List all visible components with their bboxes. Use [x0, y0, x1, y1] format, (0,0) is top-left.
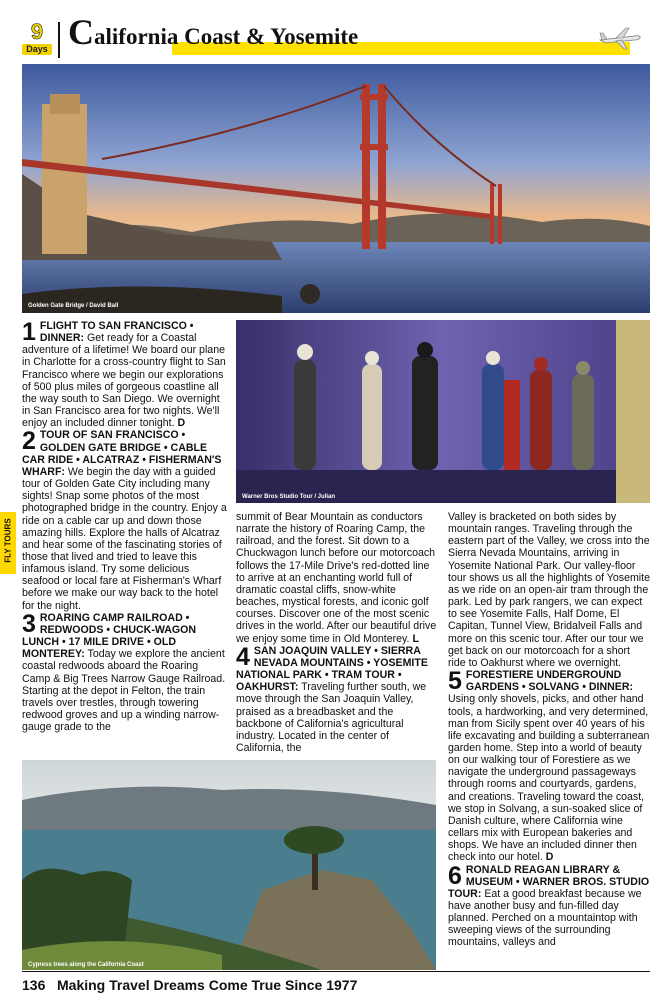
text-column-2	[236, 511, 438, 754]
golden-gate-photo	[22, 64, 650, 313]
day-heading: FLIGHT TO SAN FRANCISCO • DINNER:	[39, 320, 194, 345]
day-number: 5	[448, 667, 462, 696]
page-number: 136	[22, 977, 46, 993]
side-tab	[0, 512, 16, 574]
day-1	[22, 320, 228, 429]
day-body: We begin the day with a guided tour of Golden Gate City including many sights! Snap some photos of the most photographed bridge in the country. Enjoy a ride on a cable car up and down those amazing hills. Explore the halls of Alcatraz and hear some of the fascinating stories of those that lived and tried to leave this infamous island. Try some delicious seafood or local fare at Fisherman's Wharf before we make our way back to the hotel for the night.	[22, 465, 227, 612]
day-number: 4	[236, 642, 250, 671]
title-initial: C	[68, 12, 94, 52]
day-heading: SAN JOAQUIN VALLEY • SIERRA NEVADA MOUNTAINS • YOSEMITE NATIONAL PARK • TRAM TOUR • OAKHURST:	[236, 644, 428, 694]
airplane-icon	[598, 24, 642, 52]
day-body: Using only shovels, picks, and other hand tools, a hardworking, and very determined, man from Sicily spent over 40 years of his life excavating and building a subterranean garden home. Step into a world of beauty on our walking tour of Forestiere as we navigate the underground passageways through rooms and courtyards, gardens, and creations. Traveling toward the coast, we stop in Solvang, a sun-soaked slice of Danish culture, where California wine cellars mix with European bakeries and shops. We have an included dinner then check into our hotel.	[448, 693, 650, 864]
day-body: Traveling further south, we move through the San Joaquin Valley, praised as a breadbasket and the backbone of California's agricultural industry. Located in the center of California, the	[236, 681, 427, 754]
day-body: Valley is bracketed on both sides by mountain ranges. Traveling through the eastern part of the Valley, we cross into the Sierra Nevada Mountains, arriving in Yosemite National Park. Our valley-floor tour shows us all the highlights of Yosemite as we ride on an open-air tram through the park. Led by park rangers, we can expect to see Yosemite Falls, Half Dome, El Capitan, Tunnel View, Bridalveil Falls and more on this scenic tour. After our tour we get back on our motorcoach for a short ride to Oakhurst where we overnight.	[448, 511, 650, 669]
day-heading: RONALD REAGAN LIBRARY & MUSEUM • WARNER BROS. STUDIO TOUR:	[448, 863, 650, 900]
side-tab-label: FLY TOURS	[3, 518, 13, 563]
meal-code: D	[177, 417, 186, 430]
page-title	[68, 12, 359, 52]
day-number: 3	[22, 609, 36, 638]
title-rest: alifornia Coast & Yosemite	[94, 24, 359, 49]
header-divider	[58, 22, 60, 58]
day-number: 6	[448, 861, 462, 890]
bottom-photo-credit: Cypress trees along the California Coast	[28, 962, 144, 968]
text-column-3	[448, 511, 650, 949]
footer-tagline: Making Travel Dreams Come True Since 1977	[57, 977, 358, 993]
text-column-1	[22, 320, 228, 733]
day-4	[236, 642, 438, 754]
footer-rule	[22, 971, 650, 972]
day-body: Get ready for a Coastal adventure of a lifetime! We board our plane in Charlotte for a cross-country flight to San Francisco where we begin our explorations of 500 plus miles of gorgeous coastline all the way south to San Diego. We overnight in San Francisco area for two nights. We'll enjoy an included dinner tonight.	[22, 332, 226, 430]
day-number: 1	[22, 318, 36, 346]
middle-photo-credit: Warner Bros Studio Tour / Julian	[242, 494, 336, 500]
day-4-continued	[448, 511, 650, 669]
day-body: Eat a good breakfast because we have another busy and fun-filled day planned. Perched on a mountaintop with sweeping views of the surrounding mountains, valleys and	[448, 887, 642, 949]
day-body: summit of Bear Mountain as conductors narrate the history of Roaring Camp, the railroad, and the forest. Sit down to a Chuckwagon lunch before our motorcoach follows the 17-Mile Drive's red-dotted line to arrive at an enchanting world full of dramatic coastal cliffs, snow-white beaches, mystical forests, and iconic golf courses. Discover one of the most scenic drives in the world. After our beautiful drive we enjoy some time in Old Monterey.	[236, 511, 437, 645]
day-3	[22, 609, 228, 734]
day-heading: FORESTIERE UNDERGROUND GARDENS • SOLVANG • DINNER:	[465, 669, 634, 694]
cypress-photo	[22, 760, 436, 970]
days-badge	[22, 19, 52, 58]
day-2	[22, 429, 228, 611]
day-heading: TOUR OF SAN FRANCISCO • GOLDEN GATE BRIDGE • CABLE CAR RIDE • ALCATRAZ • FISHERMAN'S WHARF:	[22, 429, 222, 478]
day-body: Today we explore the ancient coastal redwoods aboard the Roaring Camp & Big Trees Narrow Gauge Railroad. Starting at the depot in Felton, the train travels over trestles, through towering redwood groves and up a winding narrow-gauge grade to the	[22, 648, 226, 734]
day-number: 2	[22, 427, 36, 456]
day-3-continued	[236, 511, 438, 645]
warner-bros-photo	[236, 320, 650, 503]
days-number: 9	[30, 19, 44, 44]
day-6	[448, 861, 650, 949]
top-photo-credit: Golden Gate Bridge / David Ball	[28, 303, 119, 309]
days-label: Days	[22, 44, 52, 55]
meal-code: L	[412, 632, 419, 645]
day-5	[448, 669, 650, 864]
day-heading: ROARING CAMP RAILROAD • REDWOODS • CHUCK-WAGON LUNCH • 17 MILE DRIVE • OLD MONTEREY:	[22, 611, 197, 661]
meal-code: D	[545, 851, 554, 864]
